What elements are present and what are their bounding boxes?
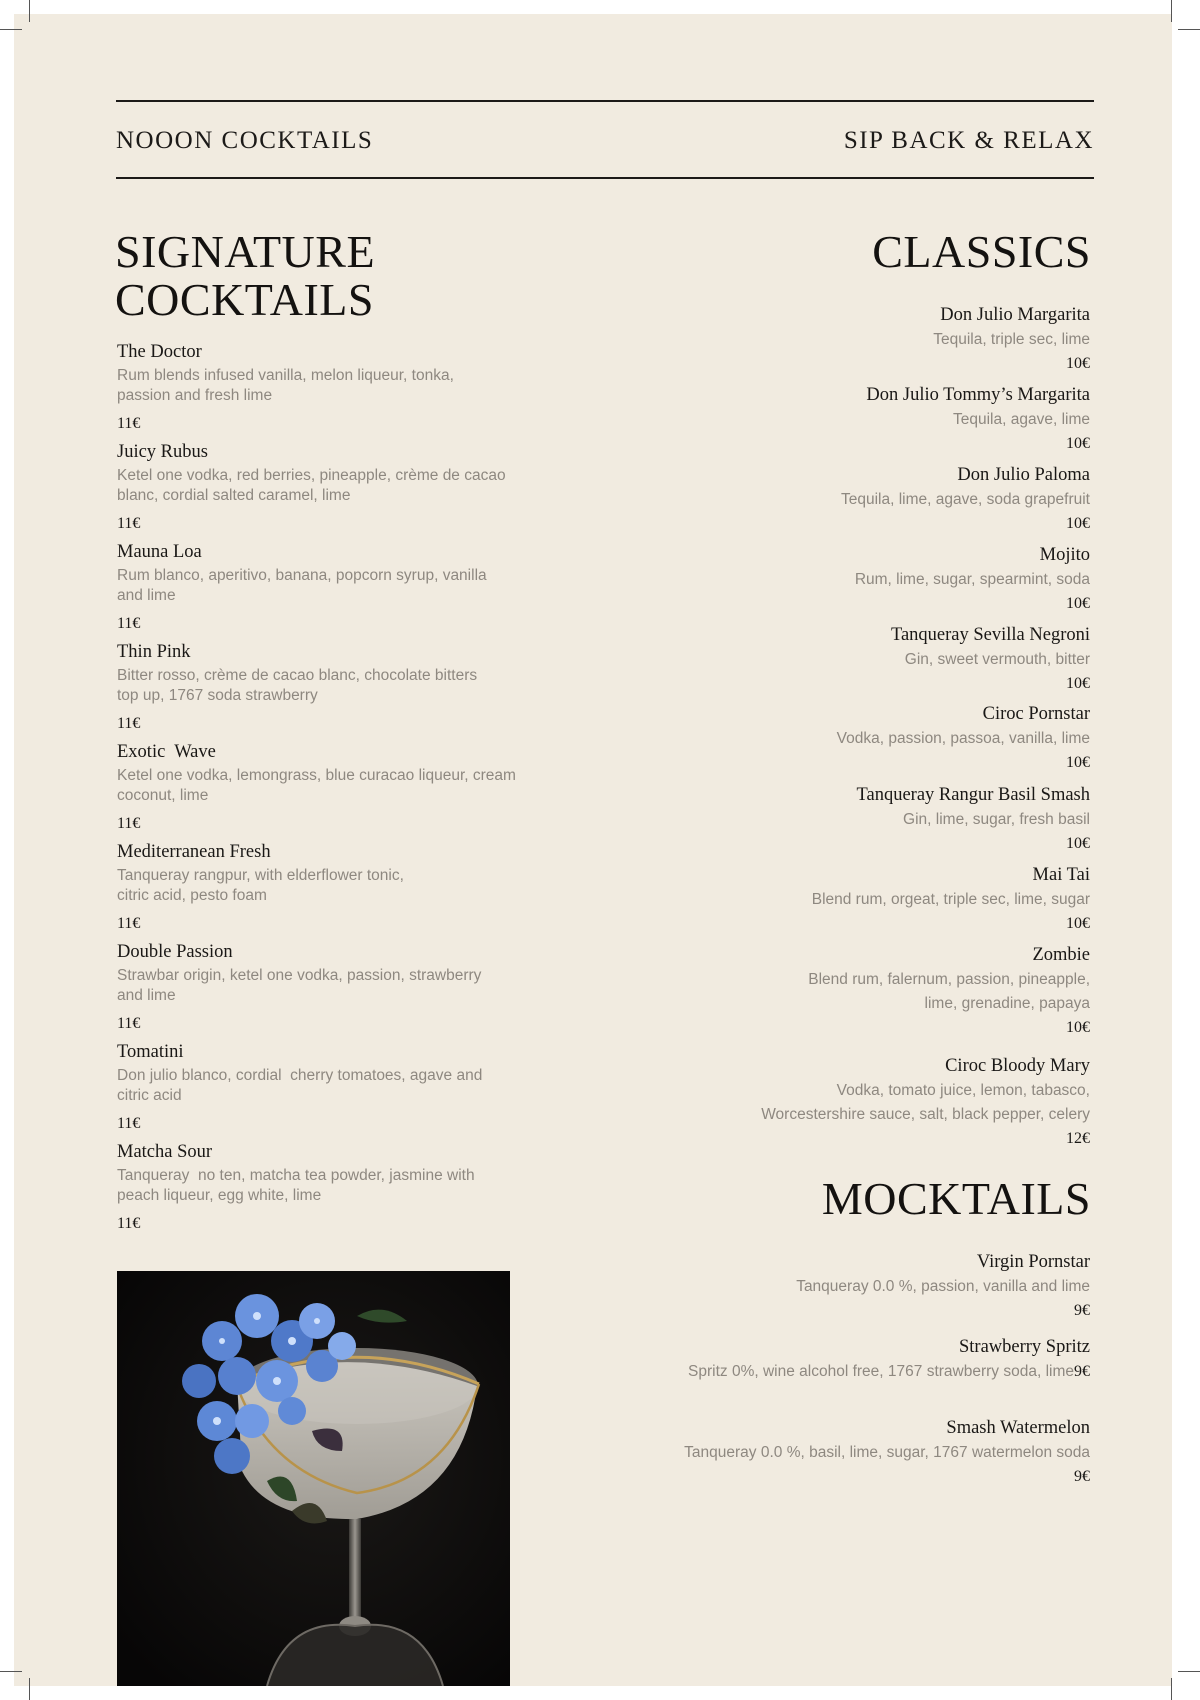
item-name: The Doctor [117,342,202,362]
crop-mark-bl-h [0,1671,22,1672]
item-description: peach liqueur, egg white, lime [117,1187,322,1204]
item-description: top up, 1767 soda strawberry [117,687,318,704]
item-name: Thin Pink [117,642,191,662]
item-description: Gin, sweet vermouth, bitter [904,651,1090,668]
menu-item-juicy-rubus [117,441,557,534]
item-description: Tequila, lime, agave, soda grapefruit [840,491,1090,508]
item-description: Worcestershire sauce, salt, black pepper, celery [761,1106,1090,1123]
item-price: 11€ [117,915,141,932]
item-price: 10€ [1066,754,1090,771]
item-description: Blend rum, orgeat, triple sec, lime, sugar [811,891,1090,908]
item-description: Tequila, agave, lime [953,411,1090,428]
item-price: 10€ [1066,595,1090,612]
menu-item-ciroc-bloody-mary [470,1055,1090,1149]
signature-title-line1: SIGNATURE [115,226,376,277]
item-description: Gin, lime, sugar, fresh basil [903,811,1090,828]
crop-mark-br-v [1171,1678,1172,1700]
item-description: Rum blanco, aperitivo, banana, popcorn syrup, vanilla [117,567,487,584]
menu-item-mojito [570,544,1090,614]
item-description: lime, grenadine, papaya [924,995,1090,1012]
item-name: Mauna Loa [117,542,202,562]
item-name: Matcha Sour [117,1142,213,1162]
menu-item-matcha-sour [117,1141,557,1234]
item-name: Don Julio Margarita [940,305,1090,325]
item-name: Mai Tai [1032,865,1090,885]
menu-item-smash-watermelon [450,1417,1090,1487]
item-description: Vodka, tomato juice, lemon, tabasco, [836,1082,1090,1099]
signature-title-line2: COCKTAILS [115,274,374,325]
item-name: Tanqueray Sevilla Negroni [890,625,1090,645]
item-description: Tanqueray 0.0 %, passion, vanilla and lime [796,1278,1090,1295]
item-description: coconut, lime [117,787,209,804]
brand-name: NOOON COCKTAILS [116,127,374,154]
menu-item-the-doctor [117,341,557,434]
item-description: Rum, lime, sugar, spearmint, soda [854,571,1090,588]
item-name: Ciroc Bloody Mary [945,1056,1090,1076]
item-price: 10€ [1066,675,1090,692]
item-description: Rum blends infused vanilla, melon liqueur, tonka, [117,367,454,384]
menu-item-tommys-margarita [570,384,1090,454]
crop-mark-tr-v [1171,0,1172,22]
item-description: blanc, cordial salted caramel, lime [117,487,351,504]
item-description: citric acid [117,1087,182,1104]
item-price: 9€ [1074,1302,1090,1319]
item-name: Double Passion [117,942,233,962]
item-description: Tanqueray no ten, matcha tea powder, jasmine with [117,1167,475,1184]
crop-mark-bl-v [29,1678,30,1700]
item-description: Tequila, triple sec, lime [933,331,1090,348]
item-price: 9€ [1074,1468,1090,1485]
crop-mark-tl-h [0,29,22,30]
item-price: 11€ [117,715,141,732]
item-name: Don Julio Tommy’s Margarita [866,385,1090,405]
item-description: Tanqueray 0.0 %, basil, lime, sugar, 1767 watermelon soda [684,1444,1090,1461]
menu-item-thin-pink [117,641,557,734]
item-description: and lime [117,987,176,1004]
menu-item-zombie [570,944,1090,1038]
item-description: Blend rum, falernum, passion, pineapple, [808,971,1090,988]
item-name: Tomatini [117,1042,184,1062]
menu-item-mai-tai [570,864,1090,934]
item-name: Zombie [1032,945,1090,965]
item-price: 12€ [1066,1130,1090,1147]
crop-mark-tr-h [1178,29,1200,30]
menu-item-don-julio-margarita [570,304,1090,374]
item-name: Mediterranean Fresh [117,842,271,862]
item-price: 11€ [117,515,141,532]
menu-item-sevilla-negroni [570,624,1090,694]
signature-title [115,228,375,324]
header-top-rule [116,100,1094,102]
item-price: 10€ [1066,355,1090,372]
item-name: Virgin Pornstar [976,1252,1090,1272]
item-price: 11€ [117,1115,141,1132]
menu-item-exotic-wave [117,741,557,834]
mocktails-title: MOCKTAILS [821,1173,1091,1224]
item-name: Mojito [1039,545,1090,565]
item-name: Strawberry Spritz [958,1337,1090,1357]
item-price: 10€ [1066,835,1090,852]
item-price: 11€ [117,1015,141,1032]
menu-item-double-passion [117,941,557,1034]
item-description: Strawbar origin, ketel one vodka, passion, strawberry [117,967,482,984]
item-description: and lime [117,587,176,604]
classics-title: CLASSICS [872,226,1091,277]
item-description: passion and fresh lime [117,387,273,404]
item-description: Don julio blanco, cordial cherry tomatoes, agave and [117,1067,483,1084]
item-name: Tanqueray Rangur Basil Smash [856,785,1090,805]
crop-mark-tl-v [29,0,30,22]
item-description: Bitter rosso, crème de cacao blanc, chocolate bitters [117,667,478,684]
item-price: 10€ [1066,1019,1090,1036]
menu-item-mauna-loa [117,541,557,634]
item-price: 9€ [1074,1363,1090,1380]
menu-item-basil-smash [570,784,1090,854]
item-description: Vodka, passion, passoa, vanilla, lime [836,730,1090,747]
menu-item-strawberry-spritz [450,1336,1090,1384]
item-name: Don Julio Paloma [957,465,1090,485]
item-price: 11€ [117,815,141,832]
item-name: Ciroc Pornstar [982,704,1090,724]
item-description: Ketel one vodka, lemongrass, blue curacao liqueur, cream [117,767,516,784]
menu-item-ciroc-pornstar [570,703,1090,773]
item-name: Smash Watermelon [946,1418,1090,1438]
crop-mark-br-h [1178,1671,1200,1672]
item-name: Juicy Rubus [117,442,208,462]
item-name: Exotic Wave [117,742,216,762]
item-price: 10€ [1066,915,1090,932]
item-price: 10€ [1066,435,1090,452]
item-price: 10€ [1066,515,1090,532]
item-price: 11€ [117,615,141,632]
item-description: Tanqueray rangpur, with elderflower tonic, [117,867,404,884]
item-description: citric acid, pesto foam [117,887,267,904]
tagline: SIP BACK & RELAX [843,127,1094,154]
item-description: Ketel one vodka, red berries, pineapple, crème de cacao [117,467,506,484]
item-price: 11€ [117,415,141,432]
menu-item-mediterranean-fresh [117,841,557,934]
menu-item-virgin-pornstar [570,1251,1090,1321]
header-bottom-rule [116,177,1094,179]
item-price: 11€ [117,1215,141,1232]
item-description: Spritz 0%, wine alcohol free, 1767 strawberry soda, lime [688,1363,1074,1380]
menu-item-don-julio-paloma [570,464,1090,534]
